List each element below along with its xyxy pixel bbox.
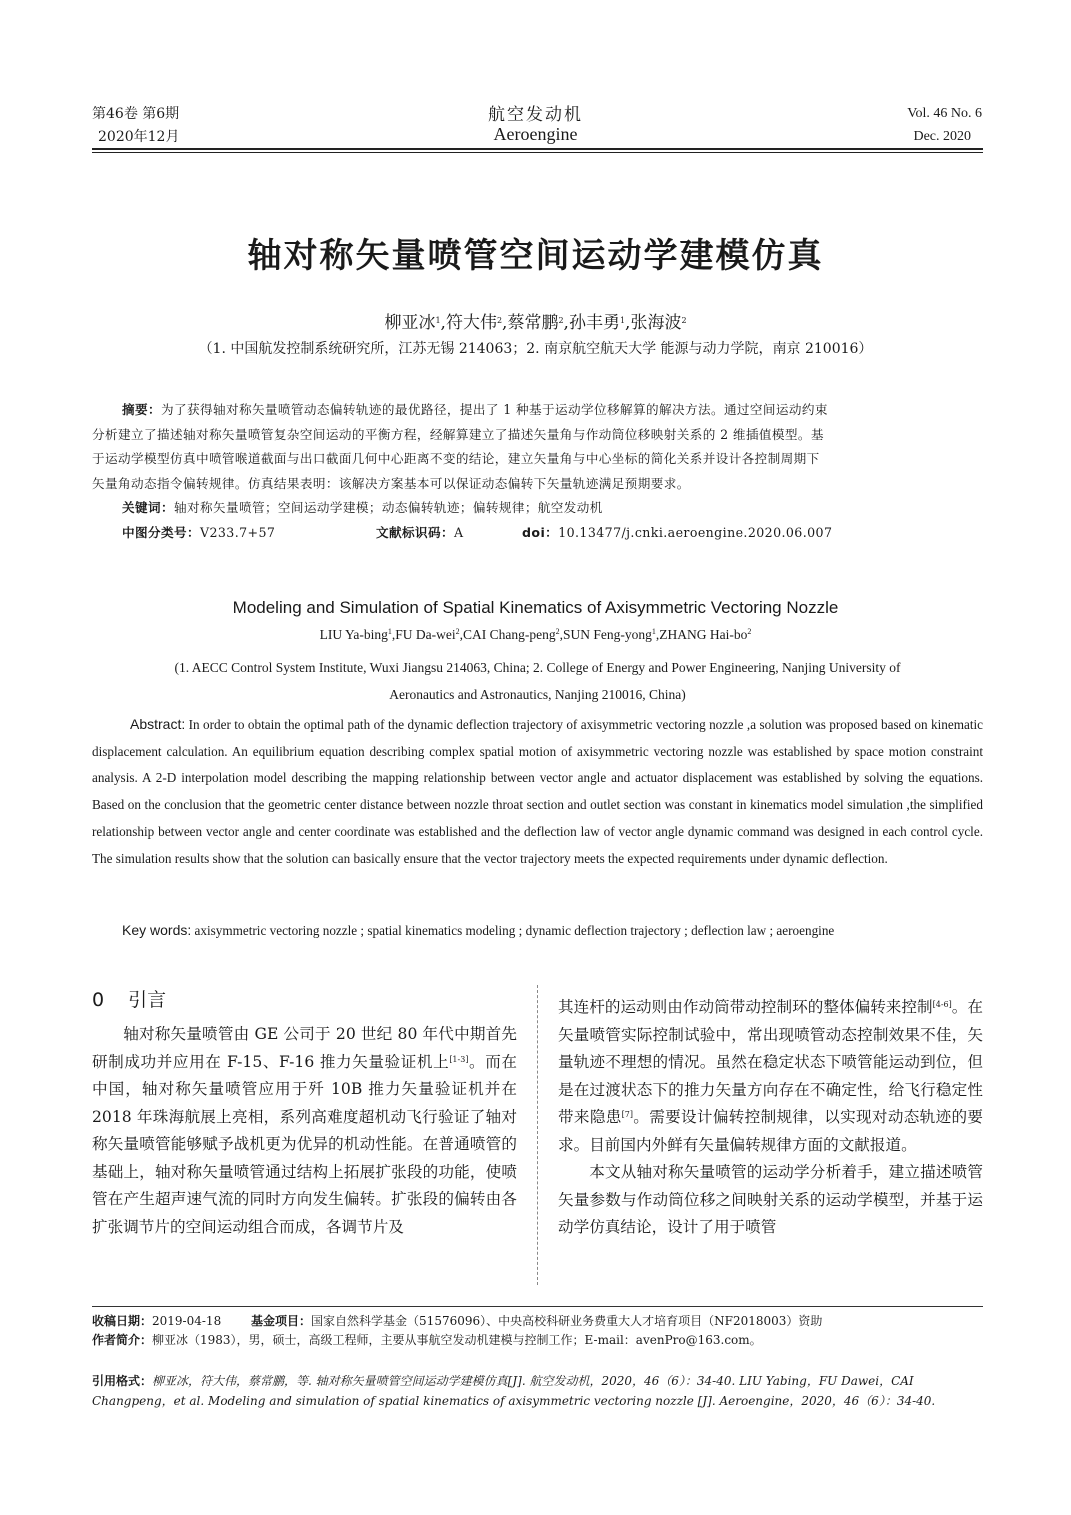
- section-heading: [92, 985, 166, 1012]
- author-affil-mark: 2: [558, 316, 564, 325]
- journal-issue-cn: 第46卷 第6期: [92, 106, 180, 122]
- paper-title: 轴对称矢量喷管空间运动学建模仿真: [247, 236, 824, 276]
- en-author: CAI Chang-peng: [463, 627, 556, 642]
- fund-text: 国家自然科学基金（51576096）、中央高校科研业务费重大人才培育项目（NF2018003）资助: [311, 1314, 823, 1328]
- column-divider: [537, 985, 538, 1285]
- fund-label: 基金项目：: [251, 1314, 312, 1328]
- footnote-received-fund: [92, 1312, 983, 1330]
- author: 孙丰勇: [568, 313, 620, 333]
- cite-label: 引用格式：: [92, 1374, 153, 1388]
- en-author-sep: ,: [459, 627, 464, 642]
- en-affiliations: [92, 654, 983, 708]
- en-affil-line: (1. AECC Control System Institute, Wuxi Jiangsu 214063, China; 2. College of Energy and Power Engineering, Nanjing University of: [174, 660, 901, 675]
- body-text: 其连杆的运动则由作动筒带动控制环的整体偏转来控制: [558, 998, 933, 1016]
- body-paragraph: [558, 1159, 983, 1242]
- section-title: 引言: [128, 989, 167, 1011]
- author-affil-mark: 2: [496, 316, 503, 325]
- footnote-author-bio: [92, 1331, 983, 1349]
- received-label: 收稿日期：: [92, 1314, 153, 1328]
- author-affil-mark: 1: [435, 316, 441, 325]
- cn-keywords: 轴对称矢量喷管；空间运动学建模；动态偏转轨迹；偏转规律；航空发动机: [173, 500, 603, 515]
- journal-date-cn: 2020年12月: [98, 129, 180, 145]
- en-author-sep: ,: [655, 627, 660, 642]
- en-abstract-label: Abstract:: [130, 716, 186, 732]
- body-paragraph: [558, 994, 983, 1159]
- author-affil-mark: 2: [681, 316, 687, 325]
- journal-issue-en: Vol. 46 No. 6: [907, 106, 982, 121]
- author-sep: ,: [440, 313, 446, 333]
- en-author: ZHANG Hai-bo: [659, 627, 748, 642]
- en-abstract: [92, 711, 983, 872]
- en-affil-line: Aeronautics and Astronautics, Nanjing 210016, China): [389, 687, 686, 702]
- en-keywords: axisymmetric vectoring nozzle ; spatial kinematics modeling ; dynamic deflection trajectory ; deflection law ; aeroengine: [194, 923, 835, 938]
- body-text: 轴对称矢量喷管由 GE 公司于 20 世纪 80 年代中期首先研制成功并应用在 F-15、F-16 推力矢量验证机上: [92, 1025, 517, 1071]
- en-author-affil-mark: 1: [387, 627, 392, 636]
- affiliations: （1. 中国航发控制系统研究所，江苏无锡 214063；2. 南京航空航天大学 能源与动力学院，南京 210016）: [198, 341, 873, 357]
- doc-code: A: [453, 524, 464, 540]
- en-author-affil-mark: 2: [747, 627, 752, 636]
- section-number: 0: [92, 989, 105, 1011]
- cite-text: 柳亚冰，符大伟，蔡常鹏，等. 轴对称矢量喷管空间运动学建模仿真[J]. 航空发动机，2020，46（6）：34-40. LIU Yabing，FU Dawei，CAI Changpeng，et al. Modeling and simulation of spatial kinematics of axisymmetric vectoring nozzle [J]. Aeroengine，2020，46（6）：34-40.: [92, 1374, 936, 1408]
- cn-abstract-line: 矢量角动态指令偏转规律。仿真结果表明：该解决方案基本可以保证动态偏转下矢量轨迹满足预期要求。: [92, 475, 690, 491]
- author-affil-mark: 1: [619, 316, 626, 325]
- en-keywords-label: Key words:: [122, 922, 192, 938]
- cn-abstract-line: 于运动学模型仿真中喷管喉道截面与出口截面几何中心距离不变的结论，建立矢量角与中心坐标的简化关系并设计各控制周期下: [92, 451, 820, 466]
- author-sep: ,: [502, 313, 508, 333]
- clc-number: V233.7+57: [199, 524, 276, 540]
- en-author: SUN Feng-yong: [563, 627, 652, 642]
- cn-keywords-label: 关键词：: [122, 500, 174, 515]
- header-rule-thin: [92, 152, 983, 153]
- en-author: FU Da-wei: [395, 627, 456, 642]
- author: 张海波: [630, 313, 682, 333]
- cn-abstract: [92, 398, 983, 545]
- citation-ref: [4-6]: [932, 1000, 952, 1009]
- doi: 10.13477/j.cnki.aeroengine.2020.06.007: [558, 524, 833, 540]
- author: 符大伟: [445, 313, 497, 333]
- cn-abstract-line: 分析建立了描述轴对称矢量喷管复杂空间运动的平衡方程，经解算建立了描述矢量角与作动筒位移映射关系的 2 维插值模型。基: [92, 426, 824, 442]
- header-rule-thick: [92, 148, 983, 150]
- journal-name-en: Aeroengine: [493, 124, 578, 144]
- en-keywords-line: [122, 922, 992, 939]
- doi-label: doi：: [522, 524, 559, 540]
- author: 柳亚冰: [384, 313, 436, 333]
- author-sep: ,: [563, 313, 569, 333]
- body-text: 。需要设计偏转控制规律，以实现对动态轨迹的要求。目前国内外鲜有矢量偏转规律方面的文献报道。: [558, 1108, 983, 1154]
- en-author-sep: ,: [391, 627, 396, 642]
- en-author-affil-mark: 2: [455, 627, 460, 636]
- body-paragraph: [92, 1021, 517, 1241]
- en-author: LIU Ya-bing: [319, 627, 388, 642]
- author-bio-label: 作者简介：: [92, 1333, 153, 1347]
- cn-abstract-label: 摘要：: [122, 402, 161, 417]
- en-author-affil-mark: 2: [555, 627, 560, 636]
- citation-format: [92, 1371, 983, 1411]
- en-author-list: [0, 627, 1071, 643]
- en-abstract-text: In order to obtain the optimal path of the dynamic deflection trajectory of axisymmetric vectoring nozzle ,a solution was proposed based on kinematic displacement calculation. An equilibrium equation describing complex spatial motion of axisymmetric vectoring nozzle was established by space motion constraint analysis. A 2-D interpolation model describing the mapping relationship between vector angle and actuator displacement was established by solving the equations. Based on the conclusion that the geometric center distance between nozzle throat section and outlet section was constant in kinematics model simulation ,the simplified relationship between vector angle and center coordinate was established and the deflection law of vector angle dynamic command was designed in each control cycle. The simulation results show that the solution can basically ensure that the vector trajectory meets the expected requirements under dynamic deflection.: [92, 717, 984, 866]
- clc-label: 中图分类号：: [122, 524, 200, 540]
- en-paper-title: Modeling and Simulation of Spatial Kinematics of Axisymmetric Vectoring Nozzle: [232, 598, 839, 617]
- received-date: 2019-04-18: [152, 1314, 222, 1328]
- en-author-affil-mark: 1: [651, 627, 656, 636]
- en-author-sep: ,: [559, 627, 563, 642]
- footnote-rule: [92, 1306, 983, 1307]
- author-sep: ,: [625, 313, 631, 333]
- body-text: 本文从轴对称矢量喷管的运动学分析着手，建立描述喷管矢量参数与作动筒位移之间映射关系的运动学模型，并基于运动学仿真结论，设计了用于喷管: [558, 1163, 983, 1236]
- author: 蔡常鹏: [507, 313, 559, 333]
- journal-name-cn: 航空发动机: [488, 105, 583, 125]
- cn-abstract-line: 为了获得轴对称矢量喷管动态偏转轨迹的最优路径，提出了 1 种基于运动学位移解算的解决方法。通过空间运动约束: [160, 402, 828, 417]
- citation-ref: [1-3]: [449, 1054, 469, 1064]
- author-list: [0, 308, 1071, 333]
- body-text: 。在矢量喷管实际控制试验中，常出现喷管动态控制效果不佳，矢量轨迹不理想的情况。虽然在稳定状态下喷管能运动到位，但是在过渡状态下的推力矢量方向存在不确定性，给飞行稳定性带来隐患: [558, 998, 983, 1126]
- body-left-column: [92, 1021, 517, 1241]
- author-bio: 柳亚冰（1983），男，硕士，高级工程师，主要从事航空发动机建模与控制工作；E-mail：avenPro@163.com。: [152, 1333, 762, 1347]
- citation-ref: [7]: [621, 1110, 633, 1119]
- journal-date-en: Dec. 2020: [913, 129, 971, 144]
- body-right-column: [558, 994, 983, 1242]
- body-text: 。而在中国，轴对称矢量喷管应用于歼 10B 推力矢量验证机并在 2018 年珠海航展上亮相，系列高难度超机动飞行验证了轴对称矢量喷管能够赋予战机更为优异的机动性能。在普通喷管的基础上，轴对称矢量喷管通过结构上拓展扩张段的功能，使喷管在产生超声速气流的同时方向发生偏转。扩张段的偏转由各扩张调节片的空间运动组合而成，各调节片及: [92, 1052, 517, 1236]
- doc-code-label: 文献标识码：: [376, 524, 454, 540]
